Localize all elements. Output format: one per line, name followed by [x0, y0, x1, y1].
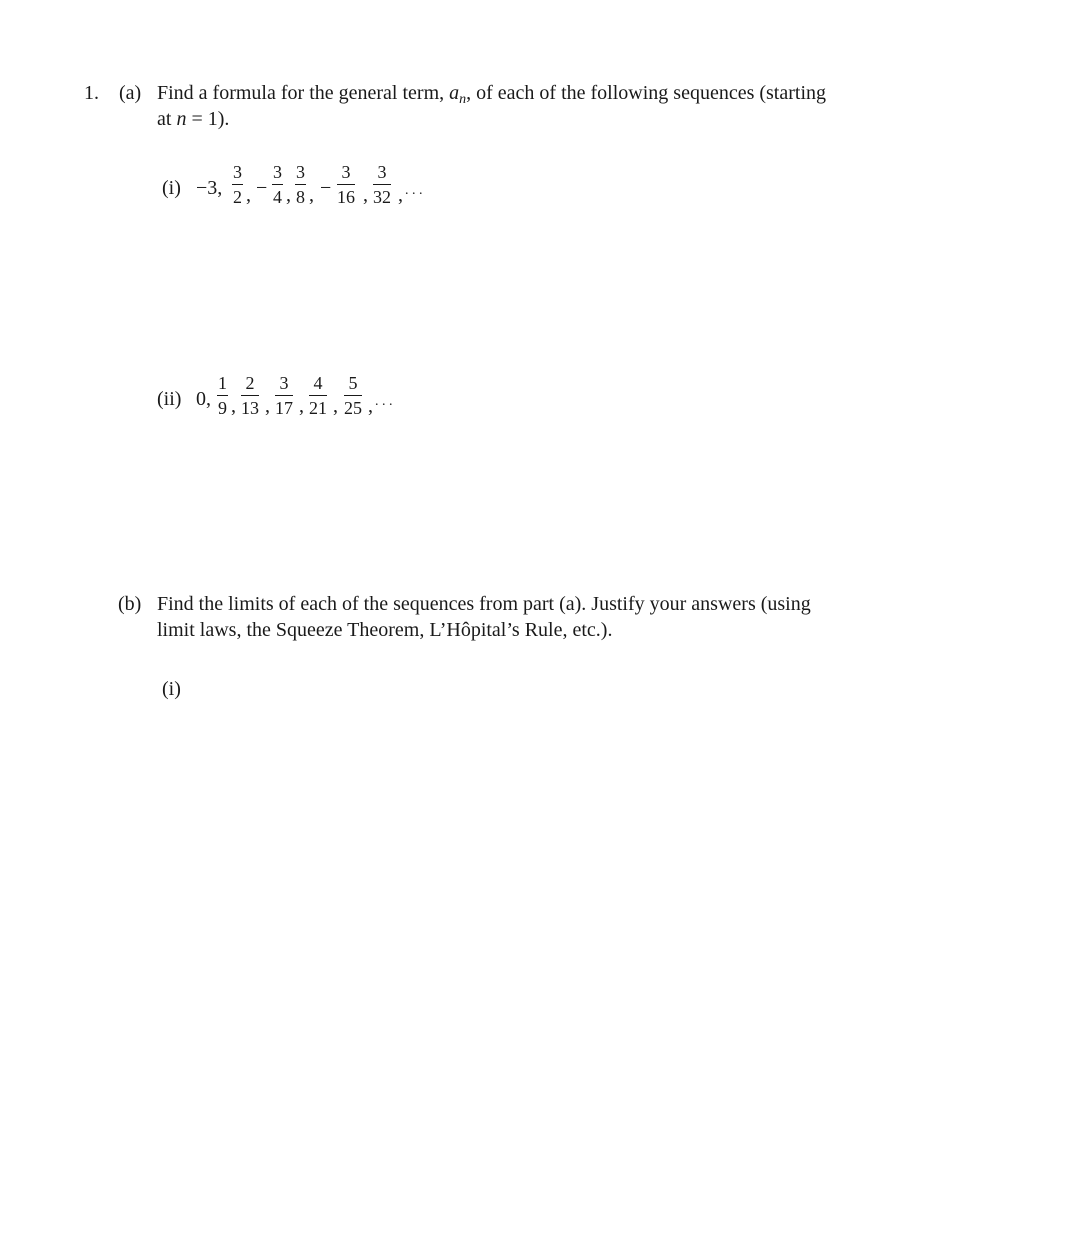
- part-b-line1: Find the limits of each of the sequences from part (a). Justify your answers (using: [157, 593, 811, 615]
- comma: ,: [333, 395, 338, 417]
- sequence-i-term-5: [337, 163, 355, 206]
- sequence-i-label: (i): [162, 177, 181, 199]
- denominator: 9: [218, 398, 227, 418]
- part-a-line2-pre: at: [157, 108, 177, 130]
- ellipsis: . . .: [405, 183, 423, 198]
- part-a-line1-post: , of each of the following sequences (starting: [466, 82, 827, 104]
- numerator: 1: [218, 373, 227, 393]
- minus-sign: −: [256, 177, 268, 199]
- numerator: 3: [233, 162, 242, 182]
- denominator: 25: [344, 398, 362, 418]
- part-b-line2: limit laws, the Squeeze Theorem, L’Hôpital’s Rule, etc.).: [157, 619, 613, 641]
- comma: ,: [231, 395, 236, 417]
- denominator: 8: [296, 187, 305, 207]
- ellipsis: . . .: [375, 394, 393, 409]
- problem-number: 1.: [84, 82, 99, 104]
- part-b-sub-label: (i): [162, 678, 181, 700]
- numerator: 3: [279, 373, 289, 393]
- minus-sign: −: [320, 177, 332, 199]
- part-a-line2: [157, 106, 229, 132]
- sequence-i: [162, 163, 462, 223]
- comma: ,: [363, 184, 368, 206]
- sequence-ii-term-3: [241, 374, 259, 417]
- part-a-line1: [157, 80, 826, 109]
- comma: ,: [246, 184, 251, 206]
- comma: ,: [286, 184, 291, 206]
- part-a-label: (a): [119, 82, 142, 104]
- sequence-i-term-4: [295, 163, 306, 206]
- numerator: 4: [313, 373, 323, 393]
- denominator: 4: [273, 187, 282, 207]
- denominator: 13: [241, 398, 259, 418]
- comma: ,: [398, 184, 403, 206]
- denominator: 2: [233, 187, 242, 207]
- sequence-ii-term-5: [309, 374, 327, 417]
- sequence-ii-term-4: [275, 374, 293, 417]
- numerator: 5: [348, 373, 358, 393]
- part-a-line1-pre: Find a formula for the general term,: [157, 82, 450, 104]
- denominator: 17: [275, 398, 293, 418]
- denominator: 16: [337, 187, 355, 207]
- sequence-ii-term-6: [344, 374, 362, 417]
- numerator: 3: [273, 162, 282, 182]
- numerator: 3: [341, 162, 351, 182]
- sequence-i-term-3: [272, 163, 283, 206]
- sequence-i-first-term: −3,: [196, 177, 223, 199]
- sequence-ii-label: (ii): [157, 388, 182, 410]
- sequence-ii-first-term: 0,: [196, 388, 211, 410]
- var-n: n: [176, 108, 187, 130]
- part-b-label: (b): [118, 593, 142, 615]
- sequence-ii-term-2: [217, 374, 228, 417]
- sequence-i-term-2: [232, 163, 243, 206]
- comma: ,: [265, 395, 270, 417]
- numerator: 3: [296, 162, 305, 182]
- numerator: 3: [377, 162, 387, 182]
- comma: ,: [368, 395, 373, 417]
- comma: ,: [309, 184, 314, 206]
- numerator: 2: [245, 373, 255, 393]
- var-a-subscript: n: [459, 92, 467, 107]
- var-a: a: [449, 82, 460, 104]
- denominator: 32: [373, 187, 391, 207]
- part-a-line2-post: = 1).: [186, 108, 230, 130]
- denominator: 21: [309, 398, 327, 418]
- sequence-ii: [157, 374, 457, 434]
- sequence-i-term-6: [373, 163, 391, 206]
- comma: ,: [299, 395, 304, 417]
